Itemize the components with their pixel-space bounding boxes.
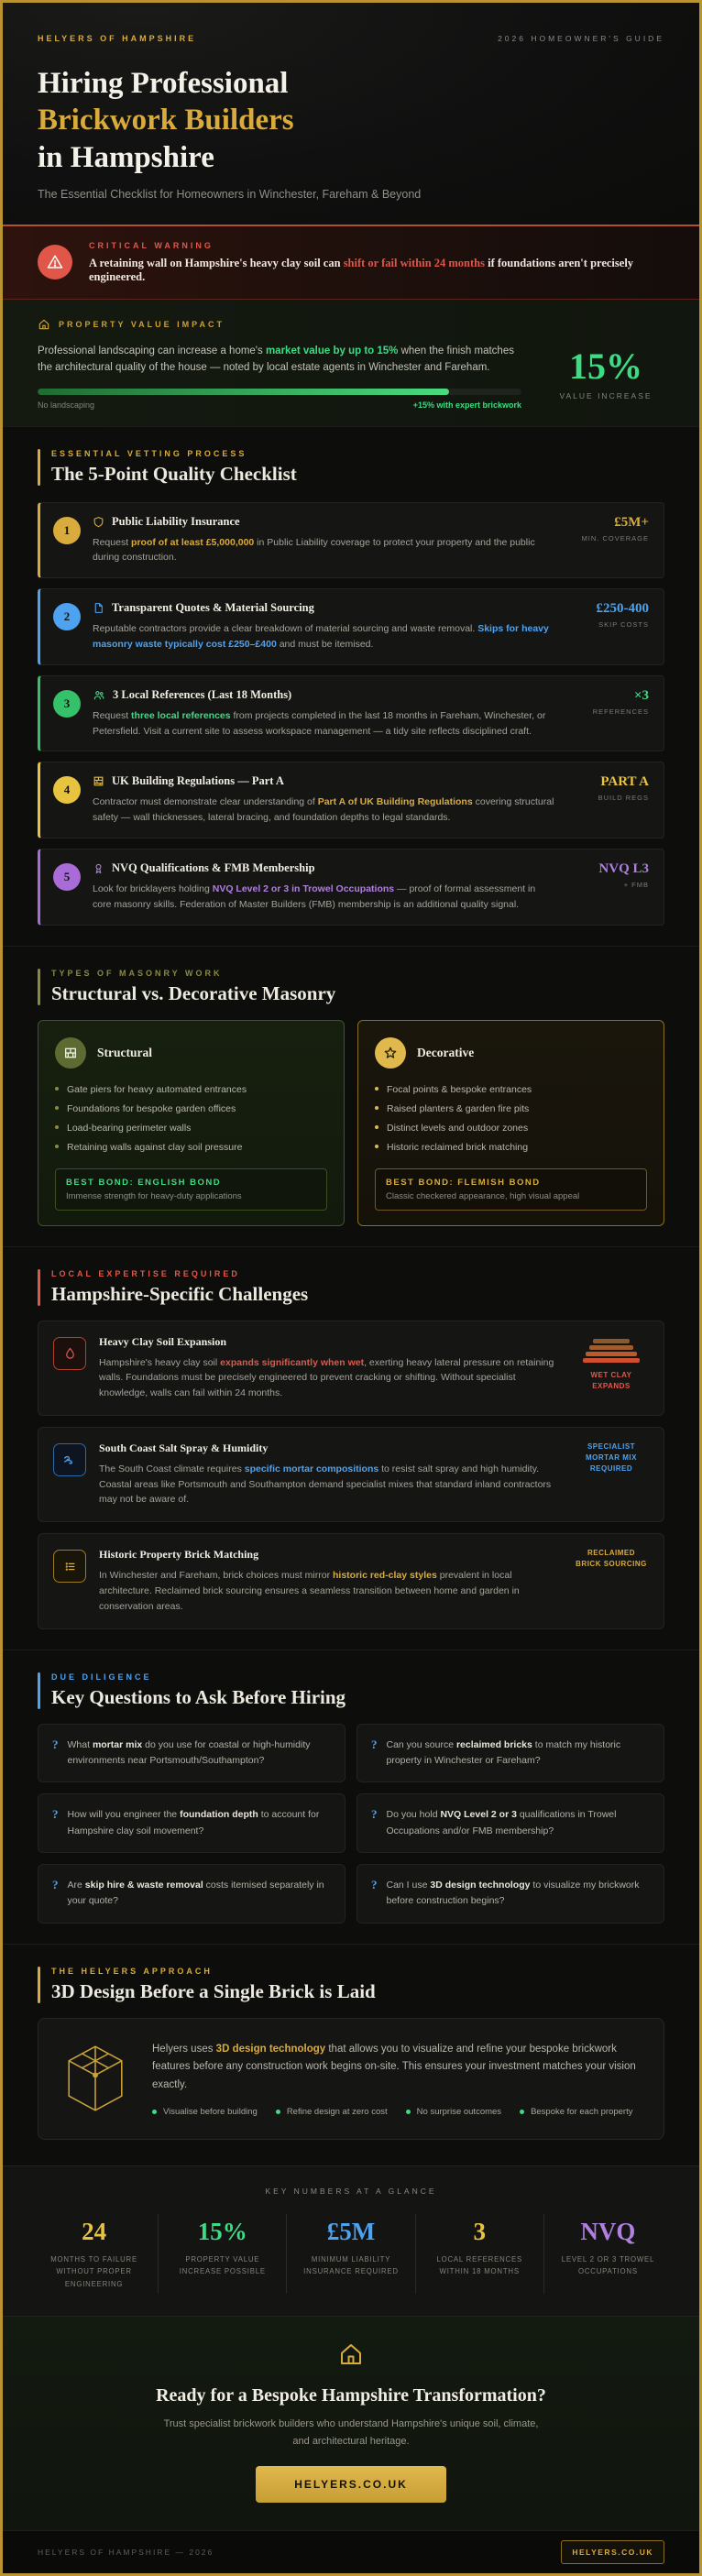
approach-kicker: THE HELYERS APPROACH [51, 1966, 213, 1976]
question-text: Are skip hire & waste removal costs itemised separately in your quote? [67, 1879, 324, 1907]
footer-website-badge[interactable]: HELYERS.CO.UK [561, 2540, 664, 2564]
question-mark-icon [52, 1737, 59, 1752]
value-stat-label: VALUE INCREASE [559, 390, 653, 400]
green-dot-icon [406, 2110, 411, 2114]
wave-icon [53, 1443, 86, 1476]
question-card [38, 1724, 346, 1783]
question-text: Do you hold NVQ Level 2 or 3 qualifications in Trowel Occupations and/or FMB membership? [386, 1809, 617, 1836]
value-body: Professional landscaping can increase a home's market value by up to 15% when the finish matches the architectural quality of the house — noted by local estate agents in Winchester and Fareham. [38, 345, 514, 374]
checklist-item-title: Public Liability Insurance [112, 514, 240, 528]
shield-icon [93, 516, 104, 528]
question-card [356, 1724, 664, 1783]
checklist-item-value-label: REFERENCES [592, 707, 649, 716]
bullet-dot [375, 1125, 378, 1129]
challenge-desc: Hampshire's heavy clay soil expands significantly when wet, exerting heavy lateral pressure on retaining walls. Foundations must be precisely engineered to prevent cracking or shifting. Without specialist knowledge, walls can fail within 24 months. [99, 1356, 554, 1399]
title-line-1: Hiring Professional [38, 67, 289, 100]
checklist-item-value: ×3 [633, 687, 649, 703]
bullet-dot [375, 1106, 378, 1110]
stat-label: PROPERTY VALUE INCREASE POSSIBLE [179, 2255, 266, 2276]
checklist-item-value: PART A [600, 774, 649, 790]
approach-section [3, 1944, 699, 2166]
question-mark-icon [371, 1878, 378, 1892]
step-number-badge: 4 [53, 776, 81, 804]
bar-label-left: No landscaping [38, 400, 95, 410]
key-numbers-kicker: KEY NUMBERS AT A GLANCE [265, 2187, 437, 2197]
bond-title: BEST BOND: FLEMISH BOND [386, 1177, 541, 1188]
checklist-item-insurance [38, 502, 664, 579]
challenge-badge: WET CLAY EXPANDS [590, 1370, 632, 1390]
question-mark-icon [371, 1807, 378, 1822]
challenge-salt-spray [38, 1427, 664, 1522]
section-accent-bar [38, 1967, 40, 2003]
guide-label: 2026 HOMEOWNER'S GUIDE [498, 34, 664, 43]
approach-body: Helyers uses 3D design technology that allows you to visualize and refine your bespoke brickwork features before any construction work begins on-site. This ensures your investment matches your vision exactly. [152, 2043, 636, 2090]
step-number-badge: 5 [53, 863, 81, 891]
checklist-item-quotes [38, 588, 664, 665]
structural-bullet-list [55, 1080, 327, 1157]
list-item: Foundations for bespoke garden offices [55, 1100, 327, 1119]
house-icon [38, 318, 50, 331]
approach-feature-list [152, 2107, 640, 2117]
decorative-bullet-list [375, 1080, 647, 1157]
challenge-title: Historic Property Brick Matching [99, 1548, 259, 1562]
masonry-title: Structural vs. Decorative Masonry [51, 981, 336, 1004]
bullet-dot [55, 1087, 59, 1091]
value-highlight: market value by up to 15% [265, 345, 399, 356]
bond-title: BEST BOND: ENGLISH BOND [66, 1177, 222, 1188]
list-item: Focal points & bespoke entrances [375, 1080, 647, 1100]
feature-item: Refine design at zero cost [276, 2107, 388, 2117]
section-accent-bar [38, 1269, 40, 1306]
bar-label-right: +15% with expert brickwork [412, 400, 521, 410]
question-mark-icon [52, 1807, 59, 1822]
challenge-desc: The South Coast climate requires specific mortar compositions to resist salt spray and high humidity. Coastal areas like Portsmouth and Southampton demand specialist mixes that standard inland contractors may not be aware of. [99, 1463, 552, 1506]
list-item: Historic reclaimed brick matching [375, 1138, 647, 1157]
section-accent-bar [38, 969, 40, 1005]
bond-desc: Classic checkered appearance, high visual appeal [386, 1190, 580, 1201]
building-icon [93, 775, 104, 787]
footer [3, 2530, 699, 2573]
stat-nvq-level [543, 2214, 672, 2294]
decorative-bond-box [375, 1168, 647, 1211]
list-item: Raised planters & garden fire pits [375, 1100, 647, 1119]
question-text: How will you engineer the foundation depth to account for Hampshire clay soil movement? [67, 1809, 320, 1836]
section-accent-bar [38, 449, 40, 486]
title-line-2: Brickwork Builders [38, 104, 294, 137]
step-number-badge: 2 [53, 603, 81, 630]
checklist-item-value: NVQ L3 [598, 860, 649, 876]
checklist-kicker: ESSENTIAL VETTING PROCESS [51, 448, 247, 458]
checklist-item-value-label: SKIP COSTS [598, 620, 649, 630]
stat-value: £5M [326, 2218, 376, 2246]
challenge-title: Heavy Clay Soil Expansion [99, 1334, 227, 1348]
green-dot-icon [152, 2110, 157, 2114]
droplet-icon [53, 1337, 86, 1370]
decorative-card [357, 1020, 664, 1226]
clay-layers-graphic [574, 1339, 649, 1363]
list-icon [53, 1550, 86, 1583]
value-stat-number: 15% [569, 345, 642, 387]
checklist-item-desc: Request proof of at least £5,000,000 in Public Liability coverage to protect your property and the public during construction. [93, 536, 535, 564]
brand-name: HELYERS OF HAMPSHIRE [38, 34, 197, 43]
award-icon [93, 862, 104, 874]
challenge-badge: SPECIALIST MORTAR MIX REQUIRED [586, 1441, 637, 1473]
challenge-badge: RECLAIMED BRICK SOURCING [576, 1549, 647, 1569]
checklist-item-title: NVQ Qualifications & FMB Membership [112, 860, 315, 874]
checklist-item-desc: Request three local references from projects completed in the last 18 months in Fareham, Winchester, or Petersfield. Visit a current site to assess workspace management — a tidy site reflects disciplined craft. [93, 709, 546, 737]
checklist-item-value-label: MIN. COVERAGE [581, 533, 649, 543]
step-number-badge: 1 [53, 517, 81, 544]
warning-kicker: CRITICAL WARNING [89, 240, 214, 250]
stat-label: LEVEL 2 OR 3 TROWEL OCCUPATIONS [561, 2255, 655, 2276]
structural-title: Structural [97, 1045, 152, 1059]
checklist-item-value-label: + FMB [623, 880, 649, 889]
brick-wall-icon [55, 1037, 86, 1069]
stat-label: MINIMUM LIABILITY INSURANCE REQUIRED [303, 2255, 399, 2276]
question-card [356, 1864, 664, 1924]
stat-local-references [415, 2214, 543, 2294]
cta-body: Trust specialist brickwork builders who understand Hampshire's unique soil, climate, and architectural heritage. [163, 2417, 539, 2447]
stat-value-increase [158, 2214, 286, 2294]
stat-label: LOCAL REFERENCES WITHIN 18 MONTHS [436, 2255, 522, 2276]
structural-bond-box [55, 1168, 327, 1211]
question-text: Can you source reclaimed bricks to match my historic property in Winchester or Fareham? [386, 1738, 621, 1766]
value-progress-bar [38, 389, 521, 395]
question-text: Can I use 3D design technology to visualize my brickwork before construction begins? [386, 1879, 640, 1907]
document-icon [93, 602, 104, 614]
stat-liability-insurance [286, 2214, 414, 2294]
cube-3d-icon [62, 2042, 128, 2115]
question-card [38, 1864, 346, 1924]
green-dot-icon [276, 2110, 280, 2114]
bullet-dot [375, 1145, 378, 1148]
feature-item: Visualise before building [152, 2107, 258, 2117]
critical-warning-banner [3, 225, 699, 300]
question-mark-icon [371, 1737, 378, 1752]
checklist-title: The 5-Point Quality Checklist [51, 462, 297, 485]
list-item: Distinct levels and outdoor zones [375, 1119, 647, 1138]
checklist-item-desc: Contractor must demonstrate clear understanding of Part A of UK Building Regulations covering structural safety — wall thicknesses, lateral bracing, and foundation depths to legal standards. [93, 796, 554, 824]
challenge-brick-matching [38, 1533, 664, 1628]
masonry-section [3, 946, 699, 1246]
users-icon [93, 689, 105, 701]
stat-months-to-failure [30, 2214, 158, 2294]
star-icon [375, 1037, 406, 1069]
bullet-dot [55, 1145, 59, 1148]
structural-card [38, 1020, 345, 1226]
question-mark-icon [52, 1878, 59, 1892]
green-dot-icon [520, 2110, 524, 2114]
masonry-kicker: TYPES OF MASONRY WORK [51, 968, 223, 978]
page-title [38, 65, 664, 176]
stat-label: MONTHS TO FAILURE WITHOUT PROPER ENGINEERING [50, 2255, 137, 2288]
value-kicker: PROPERTY VALUE IMPACT [59, 319, 225, 329]
question-card [38, 1793, 346, 1853]
checklist-item-desc: Reputable contractors provide a clear breakdown of material sourcing and waste removal. Skips for heavy masonry waste typically cost £250–£400 and must be itemised. [93, 623, 549, 650]
approach-title: 3D Design Before a Single Brick is Laid [51, 1979, 376, 2002]
stat-value: 24 [82, 2218, 107, 2246]
checklist-item-value: £250-400 [596, 601, 649, 617]
property-value-section [3, 300, 699, 427]
challenge-clay-soil [38, 1321, 664, 1416]
bullet-dot [375, 1087, 378, 1091]
challenges-section [3, 1246, 699, 1650]
warning-icon [38, 245, 72, 280]
value-stat [547, 343, 664, 400]
checklist-item-title: 3 Local References (Last 18 Months) [113, 687, 292, 701]
checklist-item-references [38, 675, 664, 752]
checklist-item-value-label: BUILD REGS [598, 794, 649, 803]
checklist-item-title: Transparent Quotes & Material Sourcing [112, 601, 314, 615]
house-icon [337, 2340, 365, 2368]
stat-value: 15% [197, 2218, 247, 2246]
hero-header [3, 3, 699, 225]
question-text: What mortar mix do you use for coastal or high-humidity environments near Portsmouth/Southampton? [67, 1738, 311, 1766]
key-numbers-section [3, 2165, 699, 2317]
warning-text: A retaining wall on Hampshire's heavy clay soil can shift or fail within 24 months if foundations aren't precisely engineered. [89, 256, 634, 283]
checklist-item-title: UK Building Regulations — Part A [112, 774, 284, 788]
approach-card [38, 2018, 664, 2141]
questions-title: Key Questions to Ask Before Hiring [51, 1685, 346, 1708]
stat-value: 3 [473, 2218, 486, 2246]
stat-value: NVQ [580, 2218, 636, 2246]
bullet-dot [55, 1106, 59, 1110]
value-progress-fill [38, 389, 449, 395]
feature-item: No surprise outcomes [406, 2107, 501, 2117]
question-card [356, 1793, 664, 1853]
list-item: Load-bearing perimeter walls [55, 1119, 327, 1138]
checklist-item-regulations [38, 762, 664, 839]
checklist-item-qualifications [38, 849, 664, 926]
bullet-dot [55, 1125, 59, 1129]
feature-item: Bespoke for each property [520, 2107, 632, 2117]
list-item: Gate piers for heavy automated entrances [55, 1080, 327, 1100]
step-number-badge: 3 [53, 690, 81, 718]
title-line-3: in Hampshire [38, 140, 214, 174]
bond-desc: Immense strength for heavy-duty applications [66, 1190, 242, 1201]
section-accent-bar [38, 1672, 40, 1709]
checklist-section [3, 427, 699, 946]
cta-section [3, 2317, 699, 2530]
warning-highlight: shift or fail within 24 months [343, 256, 485, 269]
cta-button[interactable]: HELYERS.CO.UK [256, 2466, 446, 2503]
cta-title: Ready for a Bespoke Hampshire Transformation? [156, 2384, 546, 2406]
footer-copyright: HELYERS OF HAMPSHIRE — 2026 [38, 2548, 214, 2558]
page-subtitle: The Essential Checklist for Homeowners in Winchester, Fareham & Beyond [38, 187, 422, 201]
questions-section [3, 1650, 699, 1944]
challenge-title: South Coast Salt Spray & Humidity [99, 1441, 269, 1454]
checklist-item-desc: Look for bricklayers holding NVQ Level 2 or 3 in Trowel Occupations — proof of formal assessment in core masonry skills. Federation of Master Builders (FMB) membership is an additional quality signal. [93, 882, 536, 910]
challenge-desc: In Winchester and Fareham, brick choices must mirror historic red-clay styles prevalent in local architecture. Reclaimed brick sourcing ensures a seamless transition between home and garden in conservation areas. [99, 1570, 520, 1612]
list-item: Retaining walls against clay soil pressure [55, 1138, 327, 1157]
checklist-item-value: £5M+ [614, 514, 649, 530]
challenges-title: Hampshire-Specific Challenges [51, 1282, 309, 1305]
decorative-title: Decorative [417, 1045, 475, 1059]
questions-kicker: DUE DILIGENCE [51, 1672, 152, 1682]
challenges-kicker: LOCAL EXPERTISE REQUIRED [51, 1268, 240, 1278]
